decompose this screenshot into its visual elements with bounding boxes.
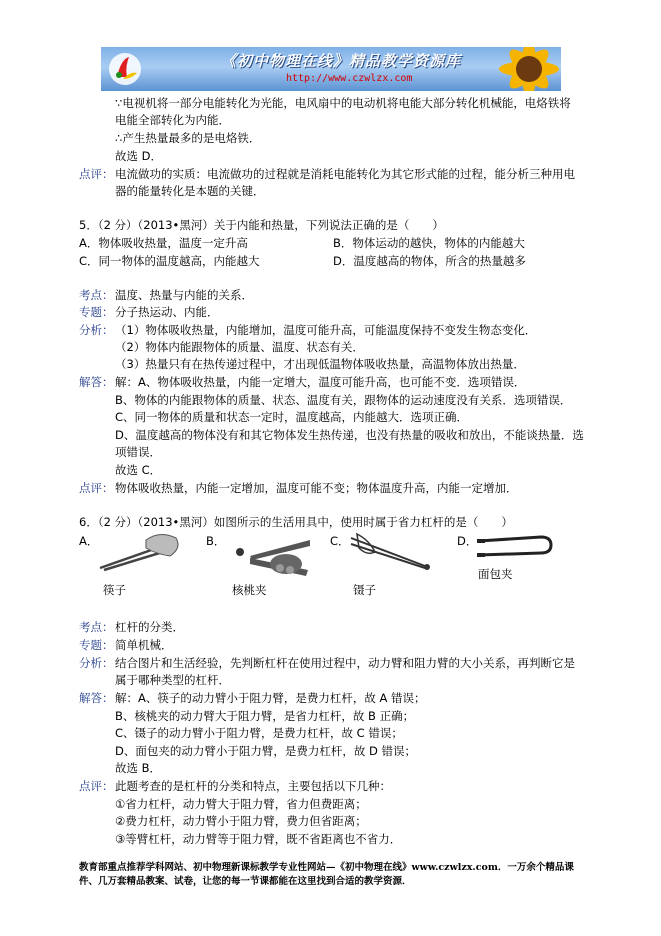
q6-jieda-4: D、面包夹的动力臂小于阻力臂，是费力杠杆，故 D 错误； (115, 744, 417, 758)
bread-tongs-icon (475, 533, 555, 563)
q5-zhuanti: 分子热运动、内能． (115, 305, 219, 319)
q5-jieda-1: 解：A、物体吸收热量，内能一定增大，温度可能升高，也可能不变．选项错误． (115, 375, 526, 389)
q5-option-a: A．物体吸收热量，温度一定升高 (79, 236, 248, 250)
q5-jieda-tag: 解答： (79, 375, 114, 389)
q6-caption-b: 核桃夹 (232, 583, 267, 597)
q6-fenxi-tag: 分析： (79, 656, 114, 670)
prev-comment-line-1: 电流做功的实质：电流做功的过程就是消耗电能转化为其它形式能的过程，能分析三种用电 (115, 167, 575, 181)
q6-fenxi-2: 属于哪种类型的杠杆． (115, 673, 230, 687)
q6-dianping-2: ①省力杠杆，动力臂大于阻力臂，省力但费距离； (115, 797, 367, 811)
q6-option-b: B． (206, 534, 226, 548)
q5-fenxi-1: （1）物体吸收热量，内能增加，温度可能升高，可能温度保持不变发生物态变化． (115, 323, 537, 337)
q6-dianping-4: ③等臂杠杆，动力臂等于阻力臂，既不省距离也不省力． (115, 832, 402, 846)
prev-answer-line-1: ∵电视机将一部分电能转化为光能，电风扇中的电动机将电能大部分转化机械能，电烙铁将 (115, 96, 571, 110)
q6-fenxi-1: 结合图片和生活经验，先判断杠杆在使用过程中，动力臂和阻力臂的大小关系，再判断它是 (115, 656, 575, 670)
footer-line-2: 件、几万套精品教案、试卷，让您的每一节课都能在这里找到合适的教学资源． (79, 876, 412, 887)
q6-option-d: D． (457, 534, 478, 548)
q5-jieda-3: C、同一物体的质量和状态一定时，温度越高，内能越大．选项正确． (115, 410, 469, 424)
q6-kaodian-tag: 考点： (79, 620, 114, 634)
q6-option-a: A． (79, 534, 99, 548)
q5-dianping: 物体吸收热量，内能一定增加，温度可能不变；物体温度升高，内能一定增加． (115, 481, 518, 495)
prev-answer-line-4: 故选 D． (115, 149, 163, 163)
q6-dianping-tag: 点评： (79, 779, 114, 793)
banner-title: 《初中物理在线》精品教学资源库 (221, 52, 462, 70)
tweezers-icon (345, 530, 435, 574)
prev-answer-line-3: ∴产生热量最多的是电烙铁． (115, 131, 261, 145)
sunflower-icon (489, 47, 561, 91)
header-banner (101, 47, 561, 91)
q6-zhuanti-tag: 专题： (79, 638, 114, 652)
q5-jieda-4: D、温度越高的物体没有和其它物体发生热传递，也没有热量的吸收和放出，不能谈热量．选 (115, 428, 584, 442)
q6-jieda-3: C、镊子的动力臂小于阻力臂，是费力杠杆，故 C 错误； (115, 726, 403, 740)
site-logo-icon (107, 51, 143, 87)
q6-kaodian: 杠杆的分类． (115, 620, 184, 634)
q6-dianping-3: ②费力杠杆，动力臂小于阻力臂，费力但省距离； (115, 814, 367, 828)
chopsticks-icon (96, 530, 186, 572)
q6-jieda-1: 解：A、筷子的动力臂小于阻力臂，是费力杠杆，故 A 错误； (115, 691, 426, 705)
q6-option-c: C． (330, 534, 350, 548)
q6-caption-a: 筷子 (103, 583, 126, 597)
q6-stem: 6．（2 分）（2013•黑河）如图所示的生活用具中，使用时属于省力杠杆的是（ ） (79, 515, 513, 529)
q5-fenxi-tag: 分析： (79, 323, 114, 337)
q6-jieda-2: B、核桃夹的动力臂大于阻力臂，是省力杠杆，故 B 正确； (115, 709, 415, 723)
q5-fenxi-3: （3）热量只有在热传递过程中，才出现低温物体吸收热量，高温物体放出热量． (115, 357, 525, 371)
q6-dianping-1: 此题考查的是杠杆的分类和特点，主要包括以下几种： (115, 779, 391, 793)
q5-jieda-6: 故选 C． (115, 463, 162, 477)
q6-zhuanti: 简单机械． (115, 638, 173, 652)
q5-stem: 5．（2 分）（2013•黑河）关于内能和热量，下列说法正确的是（ ） (79, 218, 444, 232)
q5-kaodian-tag: 考点： (79, 288, 114, 302)
nutcracker-icon (220, 530, 315, 578)
q5-option-b: B．物体运动的越快，物体的内能越大 (333, 236, 525, 250)
prev-comment-tag: 点评： (79, 167, 114, 181)
banner-url[interactable]: http://www.czwlzx.com (286, 73, 413, 84)
prev-comment-line-2: 器的能量转化是本题的关键． (115, 184, 265, 198)
q6-caption-d: 面包夹 (478, 567, 513, 581)
q5-dianping-tag: 点评： (79, 481, 114, 495)
q5-option-c: C．同一物体的温度越高，内能越大 (79, 254, 260, 268)
q6-jieda-5: 故选 B． (115, 761, 162, 775)
q6-jieda-tag: 解答： (79, 691, 114, 705)
q6-caption-c: 镊子 (353, 583, 376, 597)
q5-zhuanti-tag: 专题： (79, 305, 114, 319)
q5-jieda-2: B、物体的内能跟物体的质量、状态、温度有关，跟物体的运动速度没有关系．选项错误． (115, 393, 572, 407)
q5-option-d: D．温度越高的物体，所含的热量越多 (333, 254, 526, 268)
q5-kaodian: 温度、热量与内能的关系． (115, 288, 253, 302)
q5-jieda-5: 项错误． (115, 445, 161, 459)
footer-line-1: 教育部重点推荐学科网站、初中物理新课标教学专业性网站—《初中物理在线》www.czwlzx.com．一万余个精品课 (79, 862, 574, 873)
q5-fenxi-2: （2）物体内能跟物体的质量、温度、状态有关． (115, 340, 364, 354)
prev-answer-line-2: 电能全部转化为内能． (115, 113, 230, 127)
